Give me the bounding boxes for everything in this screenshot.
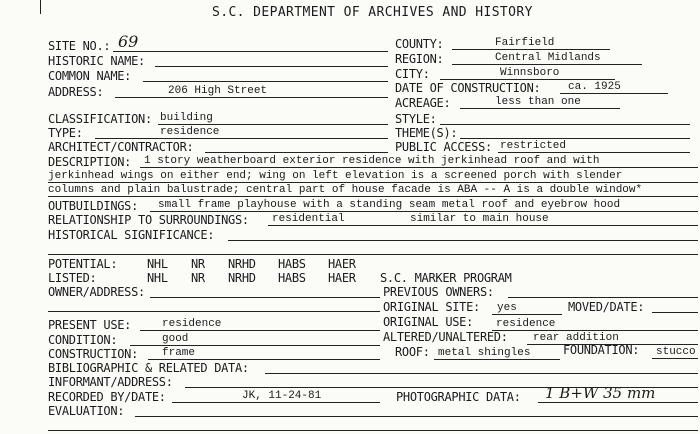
city-line [440,79,615,80]
roof-label: ROOF: [395,345,430,359]
listed-haer: HAER [328,271,356,285]
county-value: Fairfield [495,37,555,49]
acreage-label: ACREAGE: [395,96,451,110]
original-use-label: ORIGINAL USE: [383,315,474,329]
original-site-line [492,314,562,315]
potential-habs: HABS [278,257,306,271]
significance-rule-2 [48,254,698,255]
page-title: S.C. DEPARTMENT OF ARCHIVES AND HISTORY [212,5,533,20]
condition-value: good [162,333,189,345]
roof-line [434,359,560,360]
present-use-label: PRESENT USE: [48,318,132,332]
classification-label: CLASSIFICATION: [48,112,152,126]
listed-label: LISTED: [48,271,97,285]
owner-label: OWNER/ADDRESS: [48,285,145,299]
description-rule-3 [48,196,698,197]
present-use-line [140,330,380,331]
recorded-label: RECORDED BY/DATE: [48,390,166,404]
relationship-label: RELATIONSHIP TO SURROUNDINGS: [48,213,249,227]
type-label: TYPE: [48,126,83,140]
foundation-label: FOUNDATION: [563,343,640,357]
address-line [115,97,388,98]
altered-label: ALTERED/UNALTERED: [383,330,508,344]
date-construction-label: DATE OF CONSTRUCTION: [395,81,541,95]
acreage-value: less than one [495,96,581,108]
type-line [95,138,388,139]
description-line-2: jerkinhead wings on either end; wing on left elevation is a screened porch with slender [48,170,623,182]
recorded-line [172,402,380,403]
description-line-1: 1 story weatherboard exterior residence with jerkinhead roof and with [144,155,600,167]
listed-habs: HABS [278,271,306,285]
themes-label: THEME(S): [395,126,458,140]
themes-line [460,138,690,139]
listed-nr: NR [191,271,205,285]
public-access-label: PUBLIC ACCESS: [395,140,492,154]
style-line [440,124,690,125]
construction-label: CONSTRUCTION: [48,347,139,361]
date-construction-value: ca. 1925 [568,81,621,93]
architect-line [205,152,388,153]
potential-haer: HAER [328,257,356,271]
outbuildings-value: small frame playhouse with a standing seam metal roof and eyebrow hood [158,199,621,211]
potential-nrhd: NRHD [228,257,256,271]
owner-line [150,297,380,298]
moved-date-label: MOVED/DATE: [568,300,645,314]
public-access-value: restricted [500,140,567,152]
bibliographic-line [265,373,698,374]
outbuildings-label: OUTBUILDINGS: [48,199,139,213]
evaluation-label: EVALUATION: [48,404,125,418]
original-site-label: ORIGINAL SITE: [383,300,480,314]
type-value: residence [160,126,220,138]
description-line-3: columns and plain balustrade; central part of house facade is ABA -- A is a double window* [48,184,643,196]
original-use-line [492,330,698,331]
region-value: Central Midlands [495,52,601,64]
informant-label: INFORMANT/ADDRESS: [48,375,173,389]
photographic-value: 1 B+W 35 mm [545,384,656,402]
evaluation-rule-2 [48,430,698,431]
condition-line [130,345,380,346]
present-use-value: residence [162,318,222,330]
relationship-value: residential [272,213,345,225]
description-rule-2 [48,182,698,183]
site-no-line [113,51,388,52]
previous-owners-line [508,297,698,298]
architect-label: ARCHITECT/CONTRACTOR: [48,140,194,154]
city-value: Winnsboro [500,67,560,79]
city-label: CITY: [395,67,430,81]
bibliographic-label: BIBLIOGRAPHIC & RELATED DATA: [48,361,249,375]
moved-date-line [652,312,698,313]
relationship-line [268,225,698,226]
historic-name-line [155,66,388,67]
common-name-label: COMMON NAME: [48,69,132,83]
historic-name-label: HISTORIC NAME: [48,54,145,68]
condition-label: CONDITION: [48,333,118,347]
acreage-line [460,108,620,109]
potential-nr: NR [191,257,205,271]
roof-value: metal shingles [438,347,531,359]
classification-value: building [160,112,213,124]
evaluation-line [135,416,698,417]
margin-tick [40,0,41,14]
potential-label: POTENTIAL: [48,257,118,271]
public-access-line [498,152,690,153]
owner-extra-line [48,311,380,312]
foundation-line [652,358,698,359]
description-label: DESCRIPTION: [48,155,132,169]
county-label: COUNTY: [395,37,444,51]
potential-nhl: NHL [147,257,168,271]
foundation-value: stucco [656,346,696,358]
significance-label: HISTORICAL SIGNIFICANCE: [48,228,215,242]
photographic-label: PHOTOGRAPHIC DATA: [396,390,521,404]
site-no-label: SITE NO.: [48,39,111,53]
date-construction-line [560,93,668,94]
altered-value: rear addition [533,332,619,344]
region-label: REGION: [395,52,444,66]
classification-line [158,124,388,125]
original-site-value: yes [497,302,517,314]
original-use-value: residence [496,318,556,330]
photographic-line [538,402,698,403]
relationship-value-2: similar to main house [410,213,549,225]
common-name-line [143,81,388,82]
listed-nrhd: NRHD [228,271,256,285]
style-label: STYLE: [395,112,437,126]
construction-line [148,359,380,360]
region-line [452,64,642,65]
marker-program-label: S.C. MARKER PROGRAM [380,271,512,285]
construction-value: frame [162,347,196,359]
county-line [452,49,610,50]
address-label: ADDRESS: [48,85,104,99]
address-value: 206 High Street [168,85,268,97]
recorded-value: JK, 11-24-81 [242,390,322,402]
outbuildings-line [150,211,698,212]
site-no-value: 69 [118,32,139,51]
listed-nhl: NHL [147,271,168,285]
significance-line [228,240,698,241]
previous-owners-label: PREVIOUS OWNERS: [383,285,494,299]
description-rule-1 [140,167,698,168]
